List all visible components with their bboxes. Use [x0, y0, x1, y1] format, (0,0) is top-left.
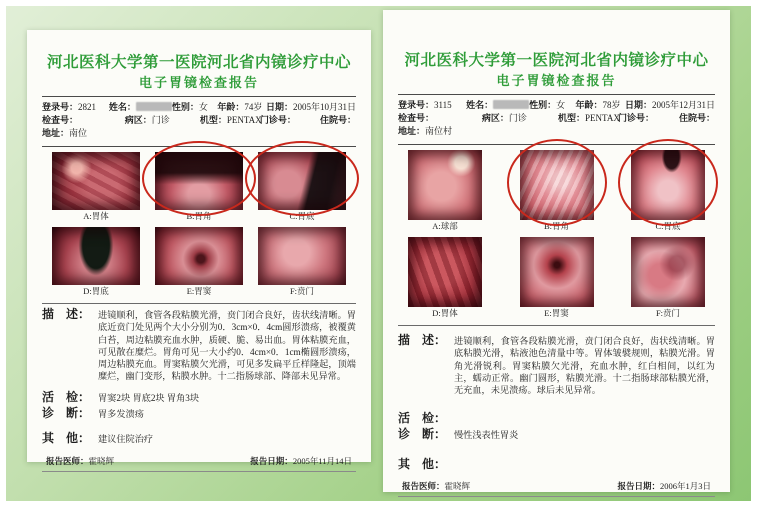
info-row [398, 99, 715, 112]
field-value: 门诊 [151, 115, 170, 125]
endoscopy-image [631, 150, 705, 232]
field-label: 地址： [398, 126, 426, 136]
field-address [42, 127, 356, 140]
divider [398, 144, 715, 145]
image-label: E:胃窦 [186, 286, 212, 296]
endoscopy-image [258, 227, 346, 297]
other-label: 其 他： [398, 456, 447, 471]
patient-info [42, 101, 356, 140]
image-label: D:胃体 [432, 308, 458, 318]
biopsy-section [42, 391, 356, 404]
image-label: D:胃底 [83, 286, 109, 296]
other-text [454, 458, 715, 471]
field-label: 日期： [265, 102, 293, 112]
info-row [42, 114, 356, 127]
info-row [398, 112, 715, 125]
field-value: 74岁 [244, 102, 263, 112]
endoscopy-image [52, 152, 140, 222]
endoscopy-photo [155, 227, 243, 285]
endoscopy-image-row [42, 152, 356, 222]
endoscopy-image [155, 227, 243, 297]
diagnosis-label: 诊 断： [42, 406, 91, 421]
endoscopy-image-row [398, 150, 715, 232]
field-label: 病区： [481, 113, 509, 123]
divider [42, 96, 356, 97]
biopsy-text [454, 412, 715, 425]
field-value: 南位村 [425, 126, 453, 136]
patient-name-redacted [493, 100, 529, 109]
field-label: 地址： [42, 128, 70, 138]
divider [398, 325, 715, 326]
field-label: 检查号： [398, 113, 435, 123]
info-row [398, 125, 715, 138]
biopsy-label: 活 检： [42, 389, 91, 404]
field-age [217, 101, 266, 114]
field-value: 女 [556, 100, 566, 110]
endoscopy-image [408, 237, 482, 319]
image-label: A:胃体 [83, 211, 109, 221]
field-date [266, 101, 356, 114]
endoscopy-photo [52, 227, 140, 285]
endoscopy-image [520, 237, 594, 319]
doctor-name: 霍晓辉 [88, 455, 115, 466]
field-exam-no [42, 114, 125, 127]
endoscopy-photo [52, 152, 140, 210]
report-date-value: 2006年1月3日 [659, 480, 711, 491]
biopsy-text: 胃窦2块 胃底2块 胃角3块 [98, 392, 200, 403]
other-label: 其 他： [42, 431, 91, 446]
field-label: 住院号： [320, 115, 357, 125]
report-title: 电子胃镜检查报告 [496, 73, 617, 88]
divider [398, 94, 715, 95]
field-scope-model [558, 112, 618, 125]
field-ward [125, 114, 200, 127]
field-scope-model [200, 114, 260, 127]
description-section [398, 334, 715, 396]
field-label: 病区： [124, 115, 152, 125]
image-label: B:胃角 [543, 221, 570, 231]
field-value: PENTAX [226, 115, 262, 125]
description-label: 描 述： [42, 307, 91, 321]
image-label: F:贲门 [655, 308, 681, 318]
field-label: 性别： [529, 100, 557, 110]
field-label: 住院号： [679, 113, 716, 123]
image-label: F:贲门 [289, 286, 315, 296]
field-sex [172, 101, 218, 114]
endoscopy-photo [258, 227, 346, 285]
field-label: 姓名： [108, 102, 136, 112]
field-label: 机型： [558, 113, 586, 123]
field-address [398, 125, 715, 138]
field-inpatient-no [679, 112, 715, 125]
field-label: 性别： [171, 102, 199, 112]
hospital-title: 河北医科大学第一医院河北省内镜诊疗中心 [404, 52, 709, 69]
field-value: 2005年12月31日 [652, 100, 716, 110]
image-label: C:胃底 [655, 221, 681, 231]
field-clinic-no [260, 114, 320, 127]
endoscopy-photo [155, 152, 243, 210]
endoscopy-photo [408, 150, 482, 220]
endoscopy-image-row [42, 227, 356, 297]
endoscopy-photo [520, 237, 594, 307]
field-label: 门诊号： [259, 115, 296, 125]
field-label: 机型： [199, 115, 227, 125]
field-value: 2821 [78, 102, 97, 112]
info-row [42, 127, 356, 140]
field-value: 南位 [69, 128, 88, 138]
endoscopy-photo [631, 150, 705, 220]
description-section [42, 308, 356, 383]
field-value: 3115 [434, 100, 452, 110]
report-date-label: 报告日期： [617, 480, 660, 491]
description-text: 进镜顺利，食管各段粘膜光滑，贲门闭合良好，齿状线清晰。胃底近贲门处见两个大小分别为0．3cm×0．4cm圆形溃疡，被覆黄白苔，周边粘膜充血水肿，质硬、脆、易出血。胃体粘膜充血，可见散在糜烂。胃角可见一大小约0．4cm×0．1cm椭圆形溃疡，周边粘膜充血。胃窦粘膜欠光滑，可见多发扁平丘样隆起，顶端糜烂，幽门变形，粘膜水肿。十二指肠球部、降部未见异常。 [98, 310, 356, 382]
diagnosis-section [398, 428, 715, 441]
field-clinic-no [618, 112, 679, 125]
image-label: A:球部 [432, 221, 458, 231]
info-row [42, 101, 356, 114]
diagnosis-text: 胃多发溃疡 [98, 409, 144, 420]
other-section [398, 458, 715, 471]
field-label: 年龄： [217, 102, 245, 112]
field-value: 门诊 [508, 113, 527, 123]
patient-info [398, 99, 715, 138]
other-section [42, 432, 356, 445]
doctor-label: 报告医师： [46, 455, 89, 466]
field-name [109, 101, 172, 114]
divider [42, 303, 356, 304]
divider [42, 146, 356, 147]
field-ward [482, 112, 558, 125]
endoscopy-photo [631, 237, 705, 307]
report-title: 电子胃镜检查报告 [138, 75, 259, 90]
hospital-title: 河北医科大学第一医院河北省内镜诊疗中心 [46, 54, 351, 71]
image-label: E:胃窦 [544, 308, 569, 318]
endoscopy-photo [258, 152, 346, 210]
report-date-value: 2005年11月14日 [292, 455, 352, 466]
description-text: 进镜顺利，食管各段粘膜光滑，贲门闭合良好，齿状线清晰。胃底粘膜光滑，粘液池色清量中等。胃体皱襞规则，粘膜光滑。胃角光滑锐利。胃窦粘膜欠光滑，充血水肿，红白相间，以红为主，蠕动正常。幽门圆形，粘膜光滑。十二指肠球部粘膜光滑，无充血，未见溃疡。球后未见异常。 [454, 336, 715, 396]
report-page-left [27, 30, 371, 466]
endoscopy-image-row [398, 237, 715, 319]
field-label: 登录号： [42, 102, 79, 112]
description-label: 描 述： [398, 333, 447, 347]
report-footer [42, 456, 356, 472]
image-label: C:胃底 [289, 211, 315, 221]
diagnosis-text: 慢性浅表性胃炎 [454, 430, 519, 441]
field-label: 登录号： [398, 100, 435, 110]
report-doctor [46, 456, 114, 467]
endoscopy-image [520, 150, 594, 232]
report-doctor [402, 481, 470, 492]
image-label: B:胃角 [186, 211, 212, 221]
endoscopy-image [408, 150, 482, 232]
report-date [617, 481, 711, 492]
field-label: 年龄： [575, 100, 603, 110]
report-date [250, 456, 352, 467]
endoscopy-image [155, 152, 243, 222]
field-name [466, 99, 529, 112]
field-registration [42, 101, 109, 114]
biopsy-section [398, 412, 715, 425]
doctor-label: 报告医师： [402, 480, 445, 491]
field-label: 门诊号： [618, 113, 655, 123]
endoscopy-image [258, 152, 346, 222]
report-page-right [383, 10, 730, 492]
report-footer [398, 481, 715, 497]
endoscopy-image [52, 227, 140, 297]
field-label: 姓名： [466, 100, 494, 110]
diagnosis-section [42, 407, 356, 420]
field-value: 2005年10月31日 [292, 102, 356, 112]
patient-name-redacted [136, 102, 172, 111]
diagnosis-label: 诊 断： [398, 427, 447, 442]
field-exam-no [398, 112, 482, 125]
report-date-label: 报告日期： [250, 455, 293, 466]
field-label: 检查号： [42, 115, 79, 125]
biopsy-label: 活 检： [398, 411, 447, 426]
field-value: 女 [198, 102, 208, 112]
field-sex [529, 99, 575, 112]
field-age [575, 99, 625, 112]
field-value: PENTAX [585, 113, 620, 123]
field-registration [398, 99, 466, 112]
endoscopy-photo [520, 150, 594, 220]
other-text: 建议住院治疗 [98, 434, 154, 445]
endoscopy-photo [408, 237, 482, 307]
field-date [625, 99, 715, 112]
doctor-name: 霍晓辉 [444, 480, 471, 491]
endoscopy-image [631, 237, 705, 319]
field-inpatient-no [320, 114, 356, 127]
field-label: 日期： [624, 100, 652, 110]
field-value: 78岁 [602, 100, 621, 110]
